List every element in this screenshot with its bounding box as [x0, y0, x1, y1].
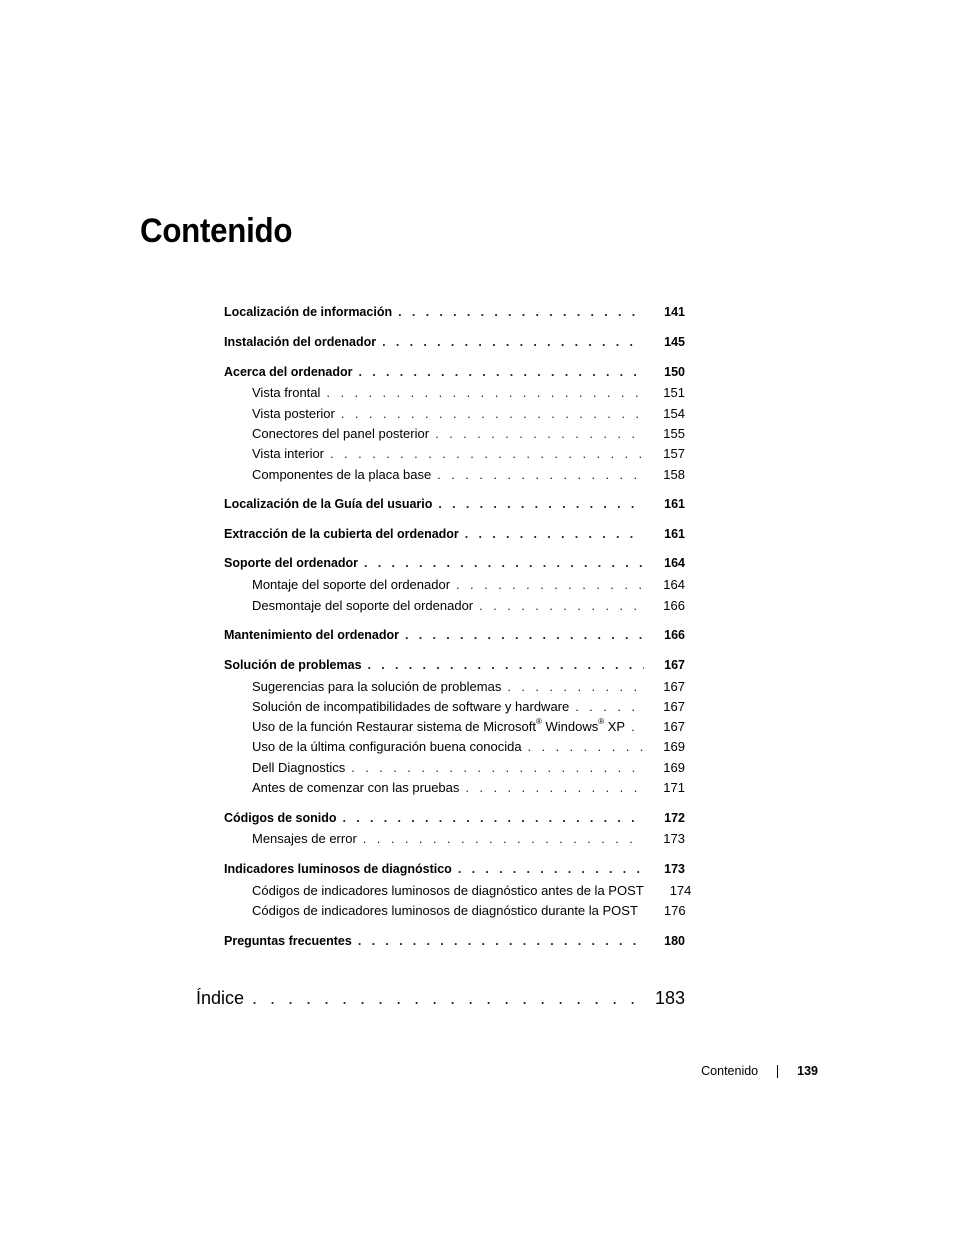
toc-entry-page: 172 [664, 811, 685, 825]
dot-leader [359, 362, 645, 382]
toc-entry[interactable] [224, 931, 685, 951]
toc-entry[interactable] [224, 808, 685, 828]
toc-entry-label: Antes de comenzar con las pruebas [252, 780, 460, 795]
toc-entry-label: Montaje del soporte del ordenador [252, 577, 451, 592]
toc-entry-page: 141 [664, 305, 685, 319]
toc-entry-label: Solución de incompatibilidades de software y hardware [252, 699, 570, 714]
dot-leader [575, 697, 643, 717]
toc-entry[interactable] [224, 524, 685, 544]
dot-leader [479, 596, 643, 616]
toc-entry-page: 157 [663, 446, 685, 461]
toc-entry-page: 167 [664, 658, 685, 672]
toc-entry-label: Vista posterior [252, 406, 335, 421]
toc-entry-page: 166 [664, 628, 685, 642]
toc-entry-page: 155 [663, 426, 685, 441]
toc-entry-page: 169 [663, 760, 685, 775]
dot-leader [465, 778, 643, 798]
page-footer [701, 1062, 818, 1080]
dot-leader [458, 859, 644, 879]
dot-leader [456, 575, 643, 595]
dot-leader [382, 332, 644, 352]
toc-entry[interactable] [224, 302, 685, 322]
footer-divider [777, 1065, 778, 1078]
toc-entry-label: Códigos de sonido [224, 811, 337, 825]
toc-entry-label: Conectores del panel posterior [252, 426, 430, 441]
toc-entry-page: 161 [664, 527, 685, 541]
toc-entry-label: Mensajes de error [252, 831, 357, 846]
dot-leader [368, 655, 645, 675]
toc-entry-page: 174 [669, 883, 692, 898]
toc-entry-page: 173 [664, 862, 685, 876]
toc-entry-label: Códigos de indicadores luminosos de diagnóstico antes de la POST [252, 883, 644, 898]
toc-entry-label: Componentes de la placa base [252, 467, 432, 482]
dot-leader [631, 717, 643, 737]
dot-leader [465, 524, 644, 544]
toc-entry-page: 171 [663, 780, 685, 795]
dot-leader [363, 829, 644, 849]
toc-entry[interactable] [252, 404, 685, 424]
toc-entry-page: 176 [663, 903, 686, 918]
toc-entry[interactable] [252, 596, 685, 616]
toc-entry[interactable] [252, 717, 685, 737]
toc-entry[interactable] [252, 444, 685, 464]
toc-entry-page: 161 [664, 497, 685, 511]
toc-entry-page: 164 [664, 556, 685, 570]
toc-entry-page: 167 [663, 679, 685, 694]
dot-leader [330, 444, 643, 464]
page-title: Contenido [140, 212, 293, 250]
toc-entry-label: Acerca del ordenador [224, 365, 353, 379]
toc-entry-label: Preguntas frecuentes [224, 934, 352, 948]
toc-entry-label: Localización de la Guía del usuario [224, 497, 433, 511]
toc-entry-page: 150 [664, 365, 685, 379]
toc-entry[interactable] [252, 901, 685, 921]
toc-entry-page: 151 [663, 385, 685, 400]
toc-entry-label: Códigos de indicadores luminosos de diagnóstico durante la POST [252, 903, 638, 918]
toc-entry-label: Indicadores luminosos de diagnóstico [224, 862, 452, 876]
toc-entry[interactable] [252, 465, 685, 485]
toc-entry-page: 164 [663, 577, 685, 592]
toc-index-entry[interactable] [196, 985, 685, 1011]
toc-entry-page: 167 [663, 719, 685, 734]
toc-entry[interactable] [252, 737, 685, 757]
toc-entry[interactable] [252, 758, 685, 778]
toc-entry[interactable] [224, 332, 685, 352]
toc-entry-page: 169 [663, 739, 685, 754]
toc-entry[interactable] [252, 424, 685, 444]
toc-entry-page: 166 [663, 598, 685, 613]
dot-leader [252, 985, 635, 1011]
toc-entry-page: 145 [664, 335, 685, 349]
toc-entry[interactable] [252, 383, 685, 403]
toc-entry-label: Desmontaje del soporte del ordenador [252, 598, 474, 613]
dot-leader [528, 737, 644, 757]
registered-mark: ® [598, 716, 605, 726]
toc-entry-page: 154 [663, 406, 685, 421]
toc-entry-label: Localización de información [224, 305, 393, 319]
footer-section-title: Contenido [701, 1064, 759, 1078]
toc-entry-label: Mantenimiento del ordenador [224, 628, 400, 642]
toc-entry-page: 167 [663, 699, 685, 714]
toc-entry[interactable] [252, 778, 685, 798]
toc-entry[interactable] [252, 881, 692, 901]
toc-entry[interactable] [252, 575, 685, 595]
toc-entry[interactable] [224, 494, 685, 514]
toc-entry-page: 173 [663, 831, 685, 846]
toc-entry-label: Dell Diagnostics [252, 760, 346, 775]
dot-leader [437, 465, 643, 485]
toc-entry-page: 158 [663, 467, 685, 482]
toc-entry[interactable] [252, 829, 685, 849]
toc-entry-label: Instalación del ordenador [224, 335, 377, 349]
toc-entry-label: Extracción de la cubierta del ordenador [224, 527, 459, 541]
toc-entry-label: Uso de la última configuración buena conocida [252, 739, 522, 754]
dot-leader [341, 404, 643, 424]
registered-mark: ® [535, 716, 542, 726]
toc-entry-label: Sugerencias para la solución de problemas [252, 679, 502, 694]
dot-leader [435, 424, 643, 444]
page-number: 139 [797, 1064, 818, 1078]
dot-leader [351, 758, 643, 778]
dot-leader [405, 625, 644, 645]
toc-entry[interactable] [224, 553, 685, 573]
toc-entry-label: Índice [196, 988, 245, 1008]
toc-entry-label: Vista frontal [252, 385, 321, 400]
toc-entry-page: 183 [654, 988, 685, 1008]
dot-leader [343, 808, 645, 828]
toc-entry-label: Uso de la función Restaurar sistema de Microsoft® Windows® XP [252, 716, 626, 734]
dot-leader [358, 931, 644, 951]
toc-entry[interactable] [224, 362, 685, 382]
toc-entry[interactable] [252, 677, 685, 697]
dot-leader [326, 383, 643, 403]
toc-entry[interactable] [224, 859, 685, 879]
toc-entry[interactable] [252, 697, 685, 717]
dot-leader [507, 677, 643, 697]
toc-entry-label: Soporte del ordenador [224, 556, 359, 570]
dot-leader [438, 494, 644, 514]
toc-entry[interactable] [224, 655, 685, 675]
toc-entry-page: 180 [664, 934, 685, 948]
dot-leader [364, 553, 644, 573]
toc-entry-label: Solución de problemas [224, 658, 362, 672]
dot-leader [398, 302, 644, 322]
toc-entry[interactable] [224, 625, 685, 645]
toc-entry-label: Vista interior [252, 446, 325, 461]
